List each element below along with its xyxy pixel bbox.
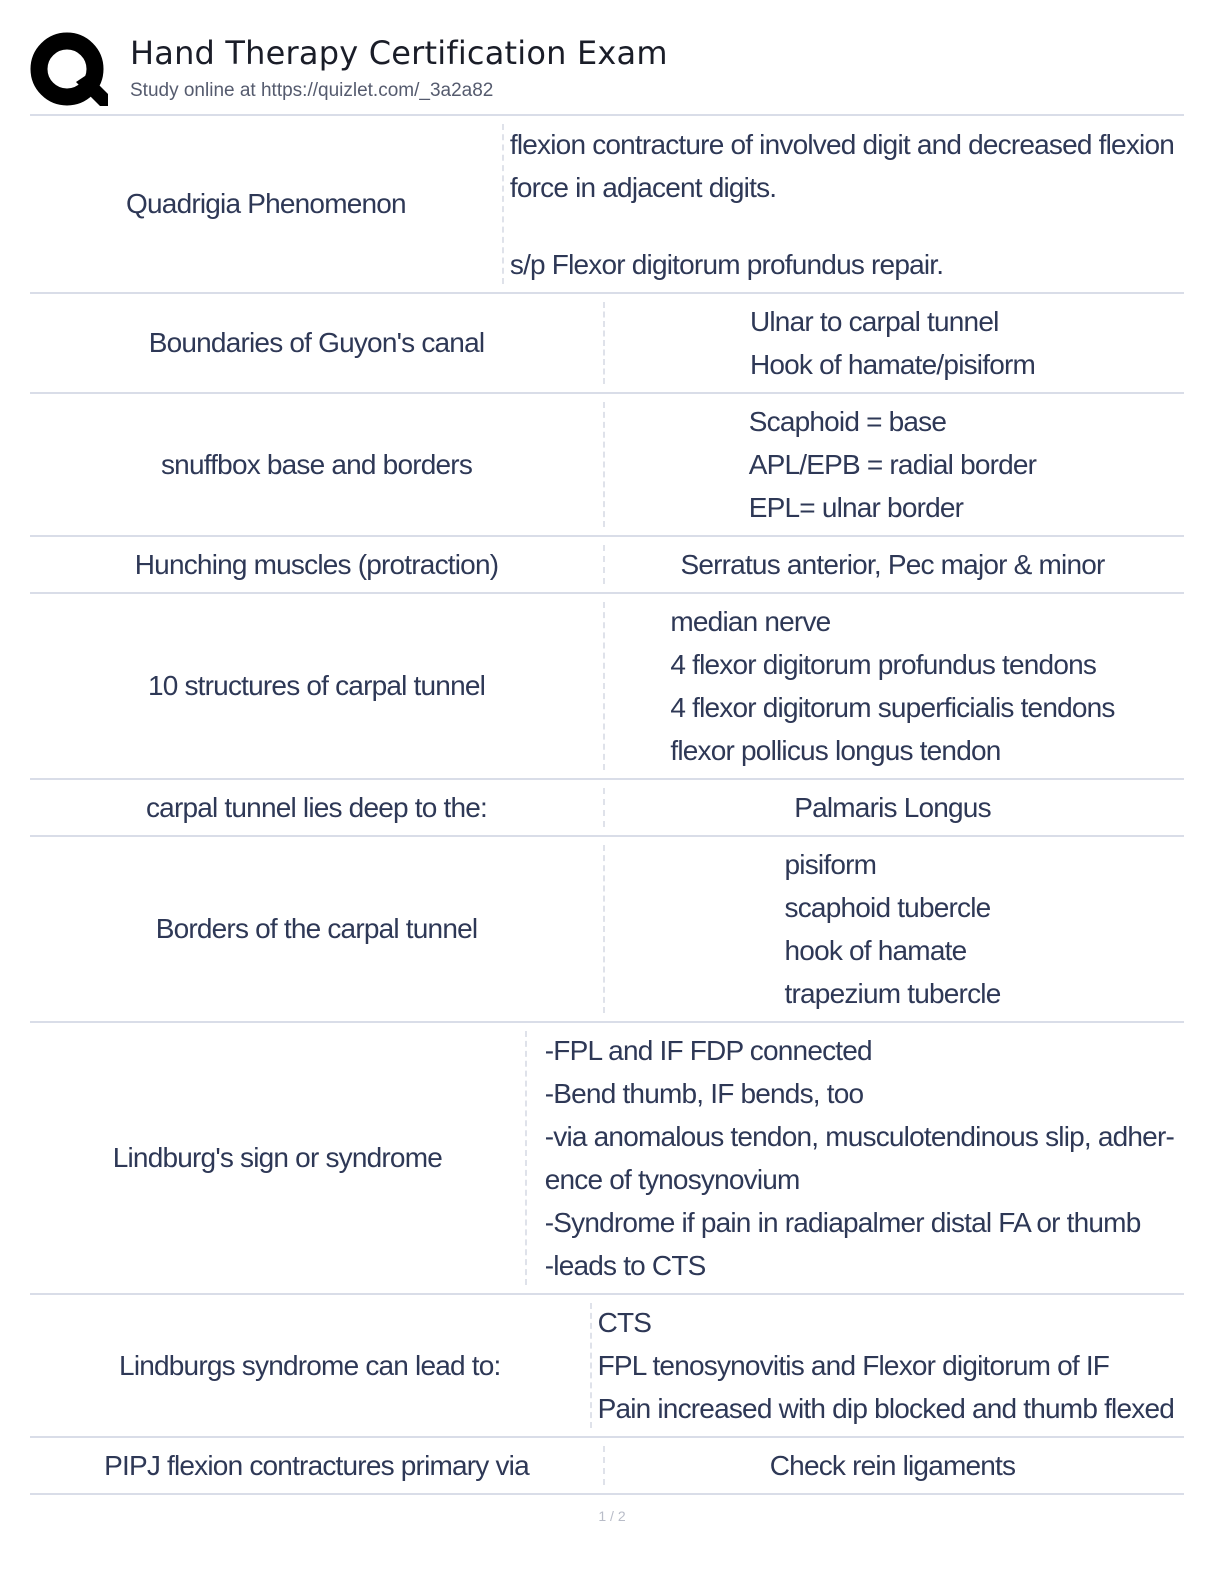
definition-line: Hook of hamate/pisiform xyxy=(749,349,1036,380)
card-term: PIPJ flexion contractures primary via xyxy=(104,1449,529,1481)
card-row xyxy=(30,594,1184,780)
card-term: Quadrigia Phenomenon xyxy=(126,188,406,219)
card-definition xyxy=(605,294,1184,392)
definition-line: Palmaris Longus xyxy=(794,792,991,823)
page-header xyxy=(30,30,1190,114)
definition-line: pisiform xyxy=(784,849,877,880)
page-number: 1 / 2 xyxy=(598,1508,626,1524)
card-row xyxy=(30,1023,1184,1295)
study-link-text: Study online at https://quizlet.com/_3a2a82 xyxy=(130,80,494,101)
card-row xyxy=(30,837,1184,1023)
flashcard-table xyxy=(30,114,1184,1495)
card-row xyxy=(30,1438,1184,1495)
definition-line: Serratus anterior, Pec major & minor xyxy=(680,549,1105,580)
card-term: Hunching muscles (protraction) xyxy=(134,548,499,580)
definition-line: APL/EPB = radial border xyxy=(748,449,1037,480)
definition-line xyxy=(510,209,1174,243)
definition-line: 4 flexor digitorum superficialis tendons xyxy=(670,692,1115,723)
card-term: Lindburg's sign or syndrome xyxy=(112,1142,442,1173)
card-definition xyxy=(605,394,1184,535)
card-row xyxy=(30,394,1184,537)
definition-line: 4 flexor digitorum profundus tendons xyxy=(670,649,1097,680)
definition-line: Check rein ligaments xyxy=(769,1450,1016,1481)
card-definition xyxy=(504,116,1184,292)
card-row xyxy=(30,294,1184,394)
quizlet-logo-icon xyxy=(30,32,108,108)
definition-line: -Bend thumb, IF bends, too xyxy=(544,1078,864,1109)
definition-line: scaphoid tubercle xyxy=(784,892,991,923)
card-definition xyxy=(605,837,1184,1021)
definition-line: Ulnar to carpal tunnel xyxy=(749,306,999,337)
definition-line: ence of tynosynovium xyxy=(544,1164,800,1195)
card-definition xyxy=(605,594,1184,778)
card-definition xyxy=(605,537,1184,592)
card-definition xyxy=(592,1295,1184,1436)
definition-line: s/p Flexor digitorum profundus repair. xyxy=(509,248,944,280)
definition-line: flexion contracture of involved digit and decreased flexion xyxy=(509,128,1174,160)
definition-line: hook of hamate xyxy=(784,935,967,966)
card-definition xyxy=(605,780,1184,835)
card-term: Borders of the carpal tunnel xyxy=(155,913,478,944)
card-definition xyxy=(527,1023,1184,1293)
card-term: Boundaries of Guyon's canal xyxy=(148,327,485,358)
definition-line: -FPL and IF FDP connected xyxy=(544,1035,872,1066)
card-term: carpal tunnel lies deep to the: xyxy=(145,791,487,823)
definition-line: Pain increased with dip blocked and thumb flexed xyxy=(597,1393,1174,1424)
card-term: snuffbox base and borders xyxy=(160,448,473,480)
definition-line: Scaphoid = base xyxy=(748,406,947,437)
card-term: 10 structures of carpal tunnel xyxy=(147,670,486,701)
card-definition xyxy=(605,1438,1184,1493)
card-row xyxy=(30,780,1184,837)
definition-line: CTS xyxy=(597,1307,652,1338)
definition-line: -leads to CTS xyxy=(544,1250,706,1281)
definition-line: -Syndrome if pain in radiapalmer distal FA or thumb xyxy=(544,1207,1141,1238)
definition-line: flexor pollicus longus tendon xyxy=(670,735,1001,766)
card-row xyxy=(30,1295,1184,1438)
definition-line: FPL tenosynovitis and Flexor digitorum of IF xyxy=(597,1350,1110,1381)
definition-line: trapezium tubercle xyxy=(784,978,1001,1009)
definition-line: -via anomalous tendon, musculotendinous slip, adher- xyxy=(544,1121,1174,1152)
definition-line: median nerve xyxy=(670,606,831,637)
card-row xyxy=(30,116,1184,294)
card-row xyxy=(30,537,1184,594)
page-title: Hand Therapy Certification Exam xyxy=(130,34,668,72)
card-term: Lindburgs syndrome can lead to: xyxy=(119,1349,501,1381)
definition-line: EPL= ulnar border xyxy=(748,492,964,523)
definition-line: force in adjacent digits. xyxy=(509,171,777,203)
